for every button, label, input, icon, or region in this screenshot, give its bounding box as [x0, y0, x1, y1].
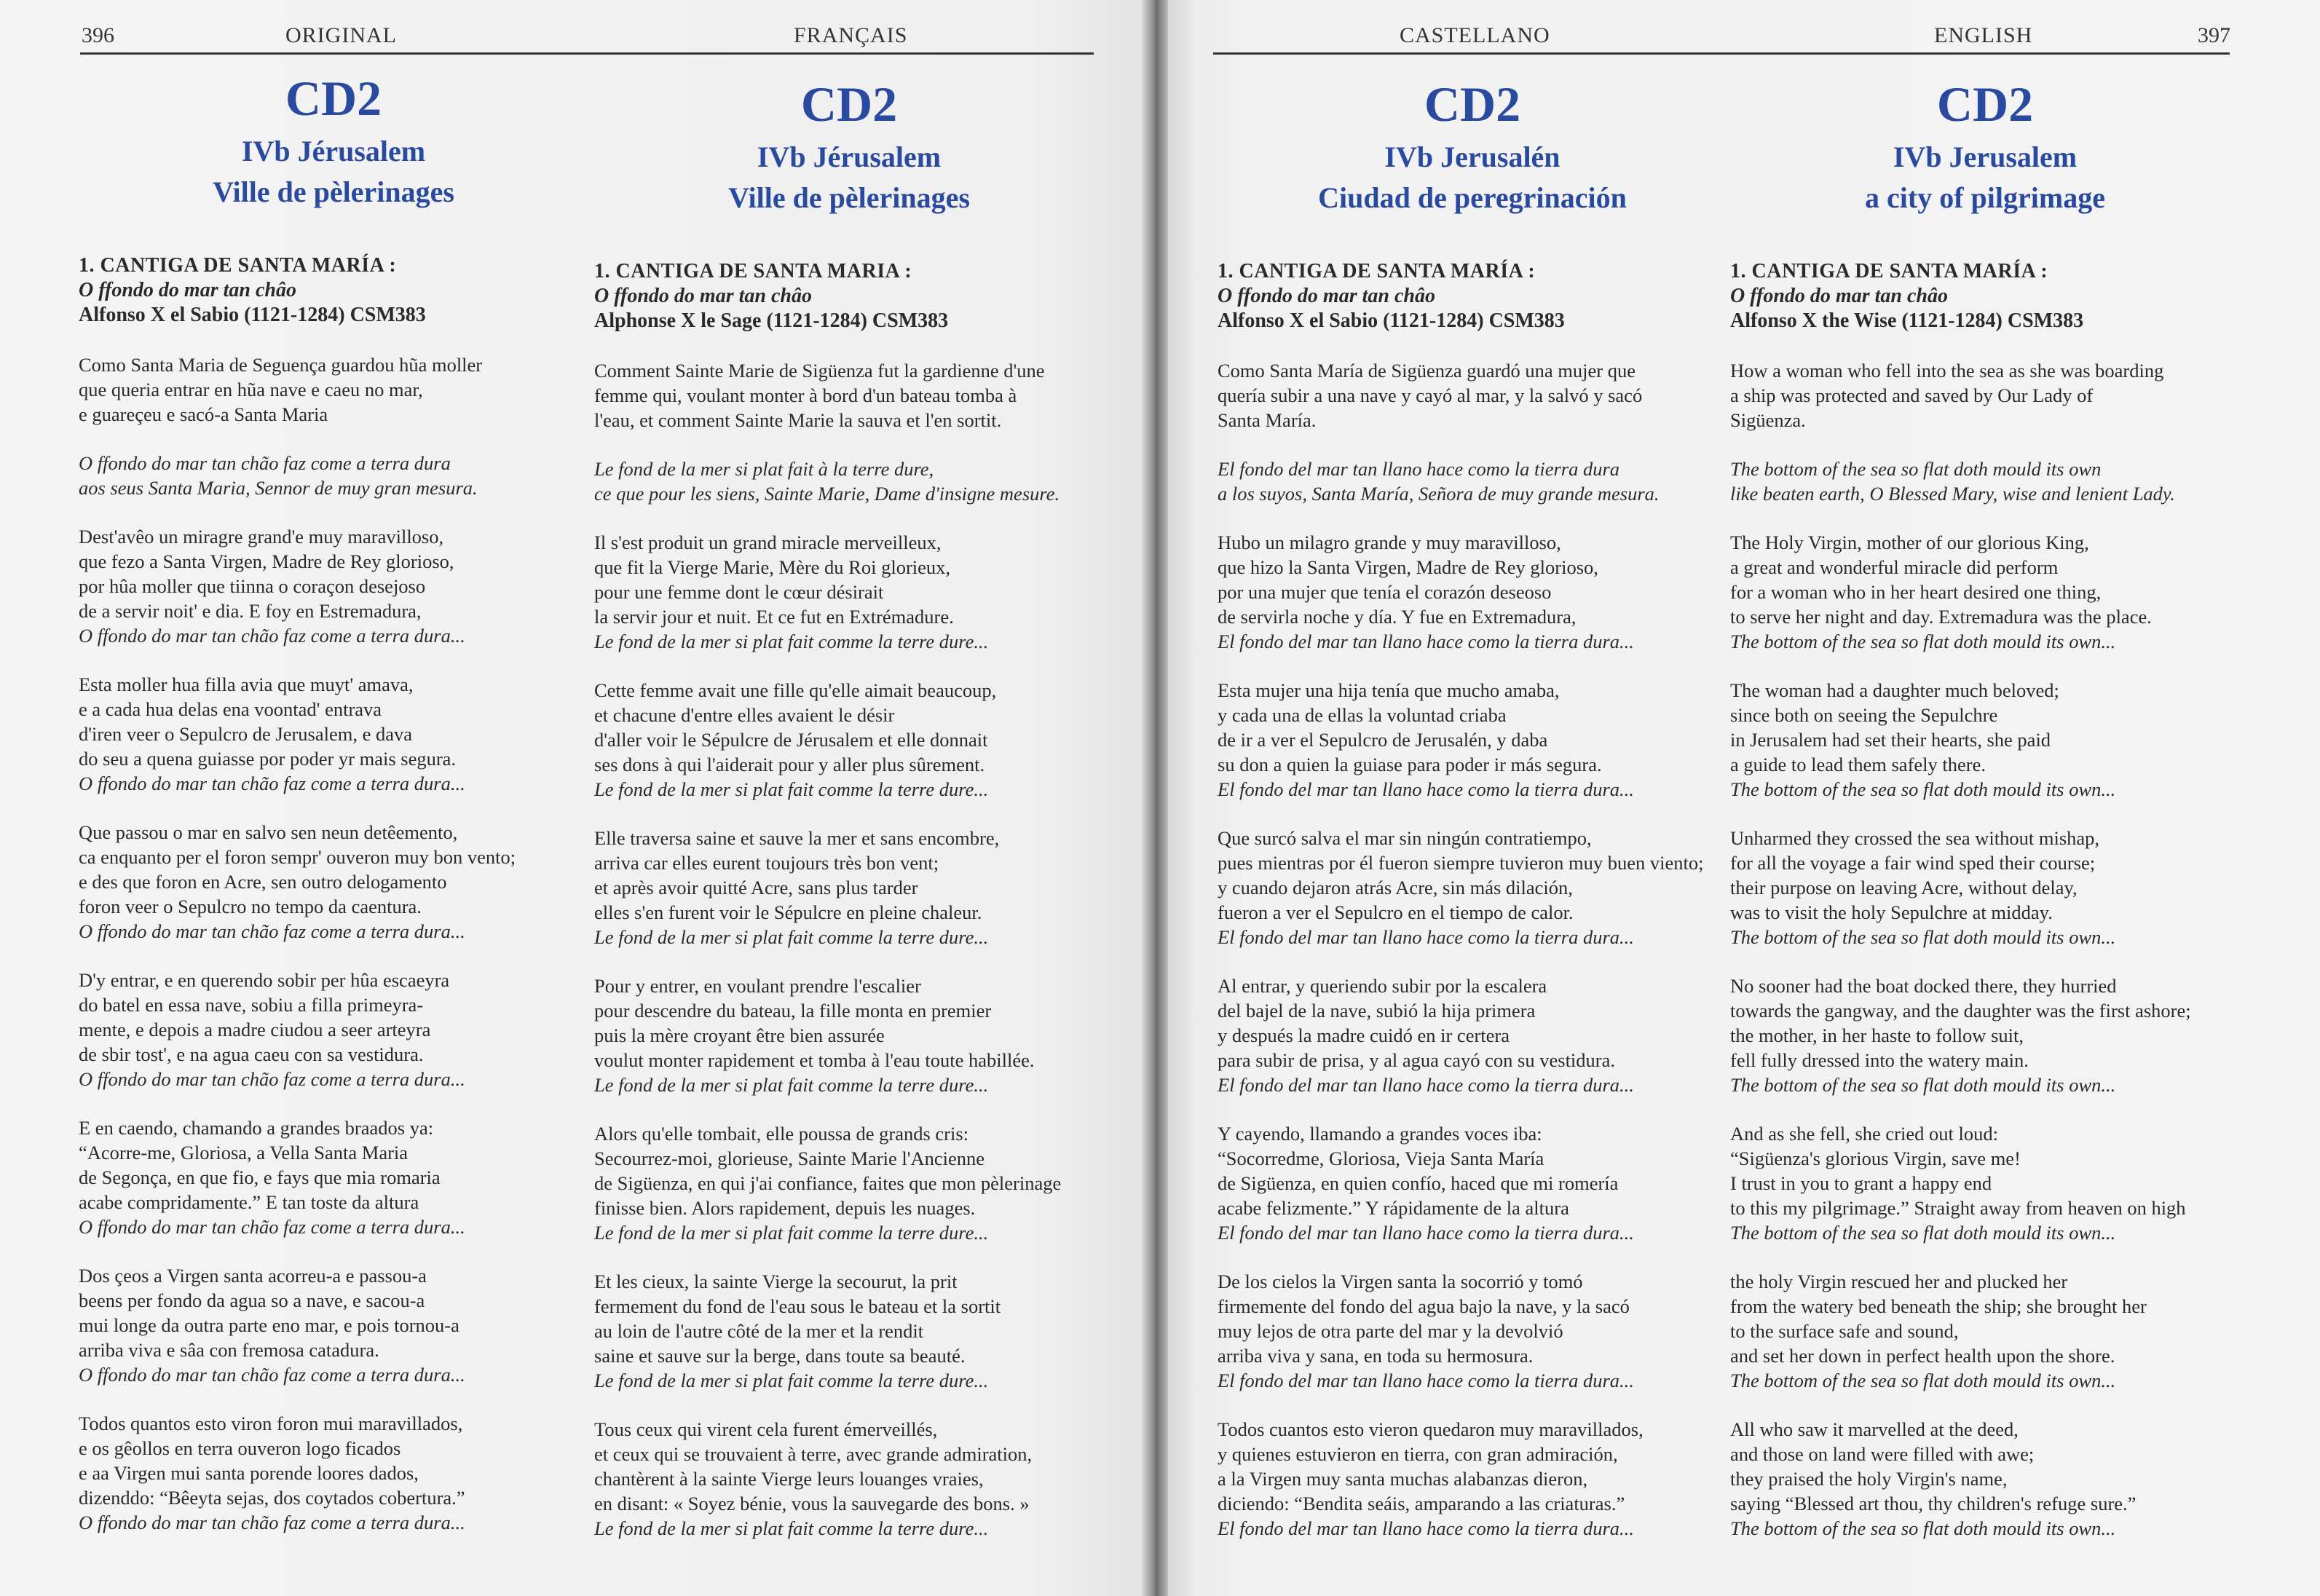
verse-line: Unharmed they crossed the sea without mishap,	[1730, 827, 2100, 849]
verse-line: for all the voyage a fair wind sped their course;	[1730, 852, 2096, 874]
verse-line: la servir jour et nuit. Et ce fut en Extrémadure.	[594, 606, 954, 628]
verse-line: they praised the holy Virgin's name,	[1730, 1468, 2008, 1490]
verse-line: ses dons à qui l'aiderait pour y aller plus sûrement.	[594, 754, 985, 775]
stanza	[79, 1263, 588, 1387]
section-title-block	[1218, 71, 1727, 218]
verse-line: que hizo la Santa Virgen, Madre de Rey glorioso,	[1218, 556, 1598, 578]
track-info	[594, 259, 1104, 333]
verse-line: and set her down in perfect health upon the shore.	[1730, 1345, 2115, 1367]
refrain	[1218, 457, 1727, 506]
section-subtitle-2: Ciudad de peregrinación	[1318, 181, 1627, 214]
verse-line: Il s'est produit un grand miracle merveilleux,	[594, 532, 942, 553]
verse-line: Que passou o mar en salvo sen neun detêemento,	[79, 821, 458, 843]
stanza	[594, 973, 1104, 1097]
section-title-block	[79, 66, 588, 213]
refrain-line: The bottom of the sea so flat doth mould its own...	[1730, 1222, 2116, 1244]
stanza	[1218, 530, 1727, 654]
verse-line: “Sigüenza's glorious Virgin, save me!	[1730, 1147, 2021, 1169]
refrain-line: Le fond de la mer si plat fait comme la terre dure...	[594, 1074, 989, 1096]
verse-line: Et les cieux, la sainte Vierge la secourut, la prit	[594, 1271, 958, 1292]
stanza	[594, 1121, 1104, 1245]
verse-line: muy lejos de otra parte del mar y la devolvió	[1218, 1320, 1563, 1342]
verse-line: chantèrent à la sainte Vierge leurs louanges vraies,	[594, 1468, 984, 1490]
verse-line: e aa Virgen mui santa porende loores dados,	[79, 1462, 419, 1484]
refrain-line: O ffondo do mar tan chão faz come a terra dura...	[79, 1364, 465, 1386]
refrain-line: ce que pour les siens, Sainte Marie, Dame d'insigne mesure.	[594, 483, 1060, 505]
verse-line: arriba viva e sâa con fremosa catadura.	[79, 1339, 379, 1361]
verse-line: and those on land were filled with awe;	[1730, 1443, 2035, 1465]
stanza	[594, 678, 1104, 802]
verse-line: por hûa moller que tiinna o coraçon desejoso	[79, 575, 426, 597]
verse-line: Esta mujer una hija tenía que mucho amaba,	[1218, 679, 1560, 701]
refrain-line: El fondo del mar tan llano hace como la tierra dura...	[1218, 1222, 1634, 1244]
verse-line: Tous ceux qui virent cela furent émerveillés,	[594, 1418, 938, 1440]
verse-line: d'aller voir le Sépulcre de Jérusalem et elle donnait	[594, 729, 988, 751]
verse-line: saine et sauve sur la berge, dans toute sa beauté.	[594, 1345, 966, 1367]
intro-line: Como Santa María de Sigüenza guardó una mujer que	[1218, 360, 1636, 382]
verse-line: e des que foron en Acre, sen outro delogamento	[79, 871, 447, 893]
intro-line: quería subir a una nave y cayó al mar, y la salvó y sacó	[1218, 384, 1643, 406]
cd-heading: CD2	[1936, 76, 2034, 132]
stanza	[594, 1269, 1104, 1393]
verse-line: Que surcó salva el mar sin ningún contratiempo,	[1218, 827, 1592, 849]
verse-line: de ir a ver el Sepulcro de Jerusalén, y daba	[1218, 729, 1548, 751]
cd-heading: CD2	[1424, 76, 1521, 132]
column-castellano	[1218, 71, 1727, 1565]
verse-line: beens per fondo da agua so a nave, e sacou-a	[79, 1289, 425, 1311]
verse-line: mui longe da outra parte eno mar, e pois tornou-a	[79, 1314, 459, 1336]
verse-line: And as she fell, she cried out loud:	[1730, 1123, 1998, 1145]
verse-line: dizenddo: “Bêeyta sejas, dos coytados cobertura.”	[79, 1487, 465, 1509]
intro-line: que queria entrar en hũa nave e caeu no mar,	[79, 379, 423, 400]
verse-line: towards the gangway, and the daughter was the first ashore;	[1730, 1000, 2191, 1022]
refrain-line: O ffondo do mar tan chão faz come a terra dura	[79, 452, 451, 474]
verse-line: y cuando dejaron atrás Acre, sin más dilación,	[1218, 877, 1573, 898]
stanza	[1730, 973, 2240, 1097]
refrain-line: El fondo del mar tan llano hace como la tierra dura...	[1218, 631, 1634, 652]
refrain-line: O ffondo do mar tan chão faz come a terra dura...	[79, 1068, 465, 1090]
verse-line: et après avoir quitté Acre, sans plus tarder	[594, 877, 918, 898]
verse-line: The woman had a daughter much beloved;	[1730, 679, 2059, 701]
verse-line: Alors qu'elle tombait, elle poussa de grands cris:	[594, 1123, 969, 1145]
verse-line: foron veer o Sepulcro no tempo da caentura.	[79, 896, 422, 917]
verse-line: Dest'avêo un miragre grand'e muy maravilloso,	[79, 526, 444, 548]
verse-line: The Holy Virgin, mother of our glorious King,	[1730, 532, 2089, 553]
stanza	[1730, 1417, 2240, 1541]
verse-line: De los cielos la Virgen santa la socorrió y tomó	[1218, 1271, 1583, 1292]
refrain-line: El fondo del mar tan llano hace como la tierra dura	[1218, 458, 1620, 480]
stanza	[79, 1115, 588, 1239]
verse-line: Y cayendo, llamando a grandes voces iba:	[1218, 1123, 1542, 1145]
refrain-line: Le fond de la mer si plat fait comme la terre dure...	[594, 778, 989, 800]
verse-line: au loin de l'autre côté de la mer et la rendit	[594, 1320, 924, 1342]
verse-line: was to visit the holy Sepulchre at midday.	[1730, 901, 2053, 923]
verse-line: del bajel de la nave, subió la hija primera	[1218, 1000, 1536, 1022]
refrain-line: O ffondo do mar tan chão faz come a terra dura...	[79, 773, 465, 794]
verse-line: Cette femme avait une fille qu'elle aimait beaucoup,	[594, 679, 997, 701]
refrain-line: O ffondo do mar tan chão faz come a terra dura...	[79, 1512, 465, 1533]
intro-line: l'eau, et comment Sainte Marie la sauva et l'en sortit.	[594, 409, 1002, 431]
verse-line: finisse bien. Alors rapidement, depuis les nuages.	[594, 1197, 976, 1219]
track-info	[1730, 259, 2240, 333]
verse-line: Todos quantos esto viron foron mui maravillados,	[79, 1413, 463, 1434]
stanza	[1218, 678, 1727, 802]
track-author: Alfonso X the Wise (1121-1284) CSM383	[1730, 309, 2084, 332]
intro-paragraph	[79, 352, 588, 427]
refrain-line: The bottom of the sea so flat doth mould its own...	[1730, 1370, 2116, 1391]
verse-line: since both on seeing the Sepulchre	[1730, 704, 1998, 726]
section-subtitle-2: a city of pilgrimage	[1865, 181, 2105, 214]
stanza	[1218, 826, 1727, 949]
track-song-title: O ffondo do mar tan châo	[594, 285, 812, 307]
stanza	[594, 826, 1104, 949]
verse-line: en disant: « Soyez bénie, vous la sauvegarde des bons. »	[594, 1493, 1030, 1514]
track-title: 1. CANTIGA DE SANTA MARIA :	[594, 260, 912, 283]
intro-line: a ship was protected and saved by Our Lady of	[1730, 384, 2094, 406]
page-number-right: 397	[2198, 23, 2230, 47]
refrain-line: El fondo del mar tan llano hace como la tierra dura...	[1218, 778, 1634, 800]
verse-line: y cada una de ellas la voluntad criaba	[1218, 704, 1507, 726]
section-subtitle: IVb Jérusalem	[757, 141, 942, 173]
track-title: 1. CANTIGA DE SANTA MARÍA :	[1218, 260, 1536, 283]
verse-line: ca enquanto per el foron sempr' ouveron muy bon vento;	[79, 846, 516, 868]
verse-line: Pour y entrer, en voulant prendre l'escalier	[594, 975, 921, 997]
cd-heading: CD2	[800, 76, 898, 132]
track-title: 1. CANTIGA DE SANTA MARÍA :	[79, 254, 397, 277]
verse-line: firmemente del fondo del agua bajo la nave, y la sacó	[1218, 1295, 1630, 1317]
refrain-line: The bottom of the sea so flat doth mould its own	[1730, 458, 2102, 480]
verse-line: pour une femme dont le cœur désirait	[594, 581, 884, 603]
refrain-line: The bottom of the sea so flat doth mould its own...	[1730, 1517, 2116, 1539]
column-header-francais: FRANÇAIS	[794, 23, 908, 47]
verse-line: e a cada hua delas ena voontad' entrava	[79, 698, 382, 720]
refrain-line: Le fond de la mer si plat fait comme la terre dure...	[594, 1370, 989, 1391]
verse-line: acabe felizmente.” Y rápidamente de la altura	[1218, 1197, 1569, 1219]
stanza	[1730, 530, 2240, 654]
verse-line: Dos çeos a Virgen santa acorreu-a e passou-a	[79, 1265, 427, 1287]
intro-line: Como Santa Maria de Seguença guardou hũa moller	[79, 354, 483, 376]
section-title-block	[1730, 71, 2240, 218]
stanza	[594, 1417, 1104, 1541]
track-song-title: O ffondo do mar tan châo	[79, 279, 296, 301]
verse-line: fueron a ver el Sepulcro en el tiempo de calor.	[1218, 901, 1574, 923]
verse-line: de Sigüenza, en qui j'ai confiance, faites que mon pèlerinage	[594, 1172, 1062, 1194]
verse-line: to the surface safe and sound,	[1730, 1320, 1959, 1342]
verse-line: et ceux qui se trouvaient à terre, avec grande admiration,	[594, 1443, 1033, 1465]
track-song-title: O ffondo do mar tan châo	[1730, 285, 1948, 307]
verse-line: No sooner had the boat docked there, they hurried	[1730, 975, 2117, 997]
track-author: Alfonso X el Sabio (1121-1284) CSM383	[1218, 309, 1565, 332]
verse-line: in Jerusalem had set their hearts, she paid	[1730, 729, 2051, 751]
section-subtitle-2: Ville de pèlerinages	[728, 181, 970, 214]
stanza	[1218, 1121, 1727, 1245]
refrain-line: O ffondo do mar tan chão faz come a terra dura...	[79, 625, 465, 647]
verse-line: arriba viva y sana, en toda su hermosura.	[1218, 1345, 1534, 1367]
stanza	[1218, 1417, 1727, 1541]
verse-line: Elle traversa saine et sauve la mer et sans encombre,	[594, 827, 1000, 849]
refrain-line: O ffondo do mar tan chão faz come a terra dura...	[79, 920, 465, 942]
stanza	[79, 820, 588, 944]
refrain-line: a los suyos, Santa María, Señora de muy grande mesura.	[1218, 483, 1660, 505]
lyrics	[79, 352, 588, 1535]
lyrics	[594, 358, 1104, 1541]
refrain-line: Le fond de la mer si plat fait comme la terre dure...	[594, 926, 989, 948]
intro-line: femme qui, voulant monter à bord d'un bateau tomba à	[594, 384, 1017, 406]
verse-line: a la Virgen muy santa muchas alabanzas dieron,	[1218, 1468, 1588, 1490]
refrain-line: Le fond de la mer si plat fait comme la terre dure...	[594, 1222, 989, 1244]
stanza	[1218, 1269, 1727, 1393]
verse-line: to this my pilgrimage.” Straight away from heaven on high	[1730, 1197, 2186, 1219]
section-subtitle: IVb Jerusalem	[1893, 141, 2078, 173]
verse-line: the holy Virgin rescued her and plucked her	[1730, 1271, 2068, 1292]
track-info	[1218, 259, 1727, 333]
intro-paragraph	[1218, 358, 1727, 432]
verse-line: fermement du fond de l'eau sous le bateau et la sortit	[594, 1295, 1001, 1317]
verse-line: for a woman who in her heart desired one thing,	[1730, 581, 2102, 603]
column-english	[1730, 71, 2240, 1565]
refrain-line: The bottom of the sea so flat doth mould its own...	[1730, 1074, 2116, 1096]
verse-line: from the watery bed beneath the ship; she brought her	[1730, 1295, 2147, 1317]
refrain-line: Le fond de la mer si plat fait comme la terre dure...	[594, 1517, 989, 1539]
verse-line: acabe compridamente.” E tan toste da altura	[79, 1191, 419, 1213]
column-header-english: ENGLISH	[1934, 23, 2033, 47]
verse-line: do batel en essa nave, sobiu a filla primeyra-	[79, 994, 424, 1016]
refrain-line: El fondo del mar tan llano hace como la tierra dura...	[1218, 1370, 1634, 1391]
stanza	[79, 968, 588, 1091]
verse-line: to serve her night and day. Extremadura was the place.	[1730, 606, 2152, 628]
verse-line: D'y entrar, e en querendo sobir per hûa escaeyra	[79, 969, 450, 991]
verse-line: “Acorre-me, Gloriosa, a Vella Santa Maria	[79, 1142, 409, 1164]
lyrics	[1218, 358, 1727, 1541]
verse-line: et chacune d'entre elles avaient le désir	[594, 704, 895, 726]
intro-line: e guareçeu e sacó-a Santa Maria	[79, 403, 328, 425]
verse-line: E en caendo, chamando a grandes braados ya:	[79, 1117, 434, 1139]
refrain-line: O ffondo do mar tan chão faz come a terra dura...	[79, 1216, 465, 1238]
stanza	[1730, 1269, 2240, 1393]
verse-line: Hubo un milagro grande y muy maravilloso,	[1218, 532, 1561, 553]
verse-line: Esta moller hua filla avia que muyt' amava,	[79, 673, 414, 695]
column-original	[79, 66, 588, 1559]
stanza	[1730, 826, 2240, 949]
intro-line: Sigüenza.	[1730, 409, 1806, 431]
stanza	[594, 530, 1104, 654]
column-francais	[594, 71, 1104, 1565]
cd-heading: CD2	[285, 71, 382, 126]
verse-line: diciendo: “Bendita seáis, amparando a las criaturas.”	[1218, 1493, 1625, 1514]
verse-line: de Segonça, en que fio, e fays que mia romaria	[79, 1166, 441, 1188]
stanza	[1218, 973, 1727, 1097]
book-gutter	[1142, 0, 1168, 1596]
verse-line: mente, e depois a madre ciudou a seer arteyra	[79, 1019, 431, 1040]
verse-line: their purpose on leaving Acre, without delay,	[1730, 877, 2078, 898]
refrain-line: El fondo del mar tan llano hace como la tierra dura...	[1218, 1074, 1634, 1096]
intro-line: How a woman who fell into the sea as she was boarding	[1730, 360, 2164, 382]
page-number-left: 396	[82, 23, 114, 47]
verse-line: Al entrar, y queriendo subir por la escalera	[1218, 975, 1547, 997]
refrain-line: like beaten earth, O Blessed Mary, wise and lenient Lady.	[1730, 483, 2175, 505]
verse-line: a guide to lead them safely there.	[1730, 754, 1986, 775]
section-title-block	[594, 71, 1104, 218]
stanza	[1730, 678, 2240, 802]
refrain-line: The bottom of the sea so flat doth mould its own...	[1730, 926, 2116, 948]
verse-line: puis la mère croyant être bien assurée	[594, 1024, 885, 1046]
verse-line: All who saw it marvelled at the deed,	[1730, 1418, 2019, 1440]
refrain	[1730, 457, 2240, 506]
verse-line: que fezo a Santa Virgen, Madre de Rey glorioso,	[79, 550, 454, 572]
verse-line: I trust in you to grant a happy end	[1730, 1172, 1992, 1194]
section-subtitle: IVb Jérusalem	[241, 135, 426, 167]
refrain-line: The bottom of the sea so flat doth mould its own...	[1730, 778, 2116, 800]
refrain-line: aos seus Santa Maria, Sennor de muy gran mesura.	[79, 477, 478, 499]
verse-line: “Socorredme, Gloriosa, Vieja Santa María	[1218, 1147, 1544, 1169]
verse-line: Secourrez-moi, glorieuse, Sainte Marie l'Ancienne	[594, 1147, 985, 1169]
verse-line: d'iren veer o Sepulcro de Jerusalem, e dava	[79, 723, 413, 745]
track-title: 1. CANTIGA DE SANTA MARÍA :	[1730, 260, 2048, 283]
verse-line: voulut monter rapidement et tomba à l'eau toute habillée.	[594, 1049, 1035, 1071]
refrain-line: The bottom of the sea so flat doth mould its own...	[1730, 631, 2116, 652]
lyrics	[1730, 358, 2240, 1541]
track-song-title: O ffondo do mar tan châo	[1218, 285, 1435, 307]
intro-paragraph	[1730, 358, 2240, 432]
verse-line: fell fully dressed into the watery main.	[1730, 1049, 2029, 1071]
verse-line: de Sigüenza, en quien confío, haced que mi romería	[1218, 1172, 1619, 1194]
verse-line: elles s'en furent voir le Sépulcre en pleine chaleur.	[594, 901, 982, 923]
stanza	[79, 672, 588, 796]
verse-line: saying “Blessed art thou, thy children's refuge sure.”	[1730, 1493, 2136, 1514]
verse-line: e os gêollos en terra ouveron logo ficados	[79, 1437, 401, 1459]
track-info	[79, 253, 588, 328]
section-subtitle: IVb Jerusalén	[1384, 141, 1561, 173]
verse-line: Todos cuantos esto vieron quedaron muy maravillados,	[1218, 1418, 1644, 1440]
verse-line: de sbir tost', e na agua caeu con sa vestidura.	[79, 1043, 424, 1065]
verse-line: de a servir noit' e dia. E foy en Estremadura,	[79, 600, 422, 622]
refrain-line: Le fond de la mer si plat fait à la terre dure,	[594, 458, 934, 480]
refrain-line: El fondo del mar tan llano hace como la tierra dura...	[1218, 926, 1634, 948]
verse-line: arriva car elles eurent toujours très bon vent;	[594, 852, 939, 874]
track-author: Alfonso X el Sabio (1121-1284) CSM383	[79, 304, 426, 326]
refrain-line: Le fond de la mer si plat fait comme la terre dure...	[594, 631, 989, 652]
verse-line: para subir de prisa, y al agua cayó con su vestidura.	[1218, 1049, 1616, 1071]
refrain	[594, 457, 1104, 506]
header-rule-right	[1213, 52, 2230, 55]
verse-line: por una mujer que tenía el corazón deseoso	[1218, 581, 1552, 603]
section-subtitle-2: Ville de pèlerinages	[213, 175, 454, 208]
refrain	[79, 451, 588, 500]
intro-line: Santa María.	[1218, 409, 1317, 431]
track-author: Alphonse X le Sage (1121-1284) CSM383	[594, 309, 949, 332]
stanza	[1730, 1121, 2240, 1245]
stanza	[79, 524, 588, 648]
refrain-line: El fondo del mar tan llano hace como la tierra dura...	[1218, 1517, 1634, 1539]
verse-line: que fit la Vierge Marie, Mère du Roi glorieux,	[594, 556, 951, 578]
verse-line: y después la madre cuidó en ir certera	[1218, 1024, 1510, 1046]
verse-line: y quienes estuvieron en tierra, con gran admiración,	[1218, 1443, 1618, 1465]
verse-line: do seu a quena guiasse por poder yr mais segura.	[79, 748, 457, 770]
verse-line: de servirla noche y día. Y fue en Extremadura,	[1218, 606, 1577, 628]
stanza	[79, 1411, 588, 1535]
verse-line: pour descendre du bateau, la fille monta en premier	[594, 1000, 992, 1022]
column-header-castellano: CASTELLANO	[1400, 23, 1550, 47]
column-header-original: ORIGINAL	[285, 23, 397, 47]
header-rule-left	[80, 52, 1094, 55]
intro-paragraph	[594, 358, 1104, 432]
verse-line: pues mientras por él fueron siempre tuvieron muy buen viento;	[1218, 852, 1704, 874]
verse-line: the mother, in her haste to follow suit,	[1730, 1024, 2024, 1046]
intro-line: Comment Sainte Marie de Sigüenza fut la gardienne d'une	[594, 360, 1045, 382]
verse-line: su don a quien la guiase para poder ir más segura.	[1218, 754, 1602, 775]
verse-line: a great and wonderful miracle did perform	[1730, 556, 2059, 578]
